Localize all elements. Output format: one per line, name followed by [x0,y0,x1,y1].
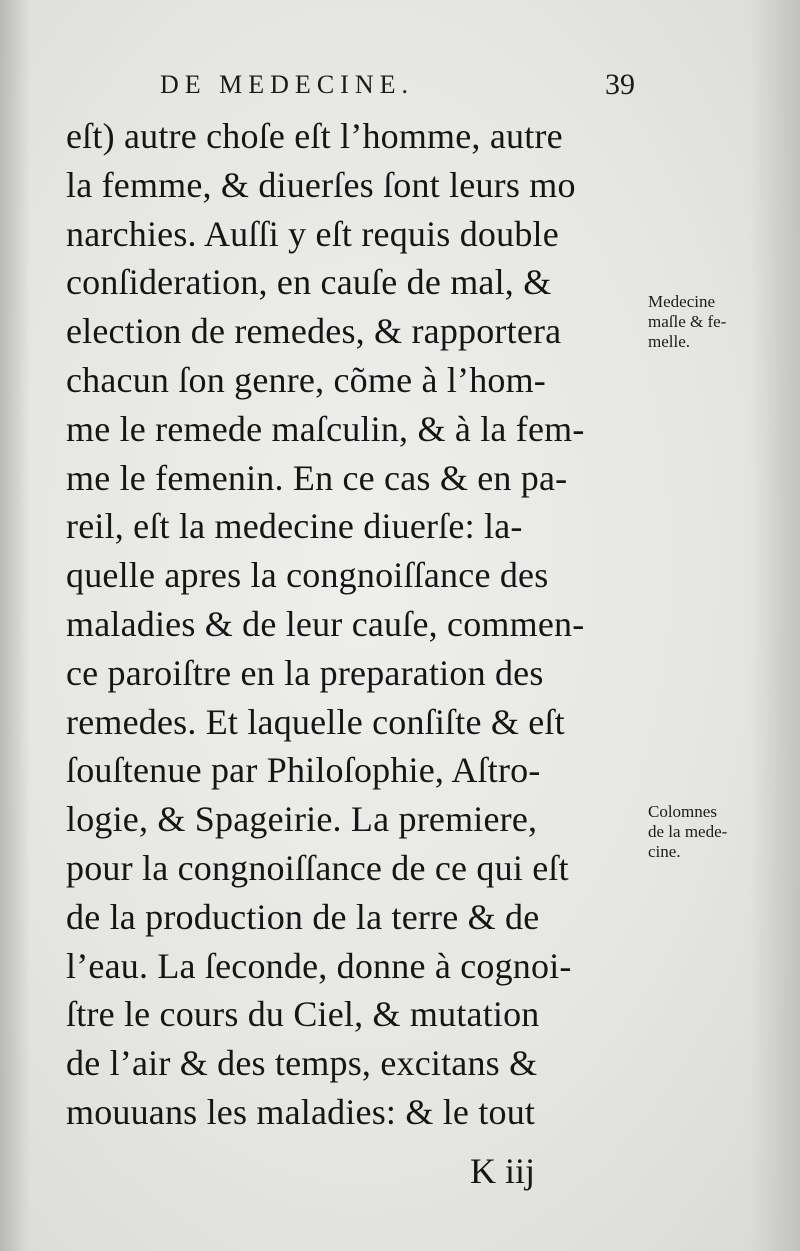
text-line: l’eau. La ſeconde, donne à cognoi- [66,945,572,986]
text-line: eſt) autre choſe eſt l’homme, autre [66,116,563,156]
margin-note-line: de la mede- [648,822,728,841]
margin-note-colomnes [648,802,788,862]
text-line: ſouſtenue par Philoſophie, Aſtro- [66,750,541,791]
running-title: DE MEDECINE. [160,70,414,99]
text-line: remedes. Et laquelle conſiſte & eſt [66,701,565,742]
text-line: de l’air & des temps, excitans & [66,1043,538,1084]
signature-mark: K iij [470,1151,536,1191]
page-edge-shadow-left [0,0,30,1251]
page-number: 39 [605,68,635,101]
text-line: reil, eſt la medecine diuerſe: la- [66,506,523,547]
margin-note-line: cine. [648,842,681,861]
text-line: me le remede maſculin, & à la fem- [66,408,585,449]
margin-note-line: maſle & fe- [648,312,727,331]
text-line: ce paroiſtre en la preparation des [66,652,544,693]
text-line: logie, & Spageirie. La premiere, [66,799,538,840]
text-line: me le femenin. En ce cas & en pa- [66,457,568,498]
text-line: la femme, & diuerſes ſont leurs mo [66,164,576,205]
text-line: maladies & de leur cauſe, commen- [66,603,585,644]
text-line: election de remedes, & rapportera [66,311,562,352]
text-line: de la production de la terre & de [66,896,540,937]
body-text [66,112,641,1137]
text-line: mouuans les maladies: & le tout [66,1091,536,1132]
margin-note-line: Colomnes [648,802,717,821]
text-line: chacun ſon genre, cõme à l’hom- [66,359,547,400]
running-head [160,70,635,110]
text-line: ſtre le cours du Ciel, & mutation [66,994,540,1035]
page-edge-shadow-right [750,0,800,1251]
margin-note-line: Medecine [648,292,716,311]
margin-note-medecine [648,292,788,352]
text-line: quelle apres la congnoiſſance des [66,555,549,596]
text-line: pour la congnoiſſance de ce qui eſt [66,847,569,888]
text-line: narchies. Auſſi y eſt requis double [66,213,559,254]
margin-note-line: melle. [648,332,691,351]
text-line: conſideration, en cauſe de mal, & [66,262,552,303]
